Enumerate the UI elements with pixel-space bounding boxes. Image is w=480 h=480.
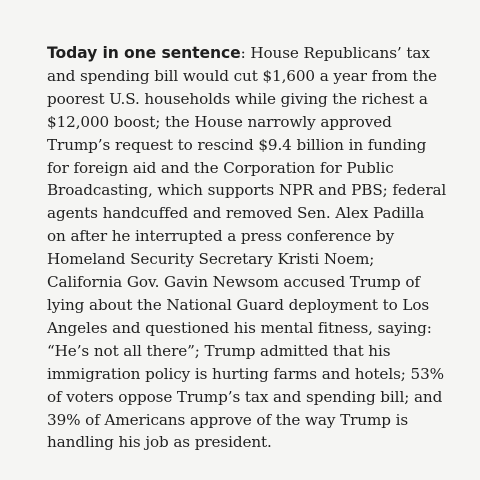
lead-separator: : (240, 44, 251, 62)
summary-lead-heading: Today in one sentence (47, 44, 241, 62)
summary-body-text: House Republicans’ tax and spending bill would cut $1,600 a year from the poorest U.S. households while giving the richest a $12,000 boost; the House narrowly approved Trump’s request to rescind $9.4 billion in funding for foreign aid and the Corporation for Public Broadcasting, which supports NPR and PBS; federal agents handcuffed and removed Sen. Alex Padilla on after he interrupted a press conference by Homeland Security Secretary Kristi Noem; California Gov. Gavin Newsom accused Trump of lying about the National Guard deployment to Los Angeles and questioned his mental fitness, saying: “He’s not all there”; Trump admitted that his immigration policy is hurting farms and hotels; 53% of voters oppose Trump’s tax and spending bill; and 39% of Americans approve of the way Trump is handling his job as president. (47, 44, 447, 452)
summary-card (47, 42, 447, 454)
summary-paragraph (47, 42, 447, 454)
